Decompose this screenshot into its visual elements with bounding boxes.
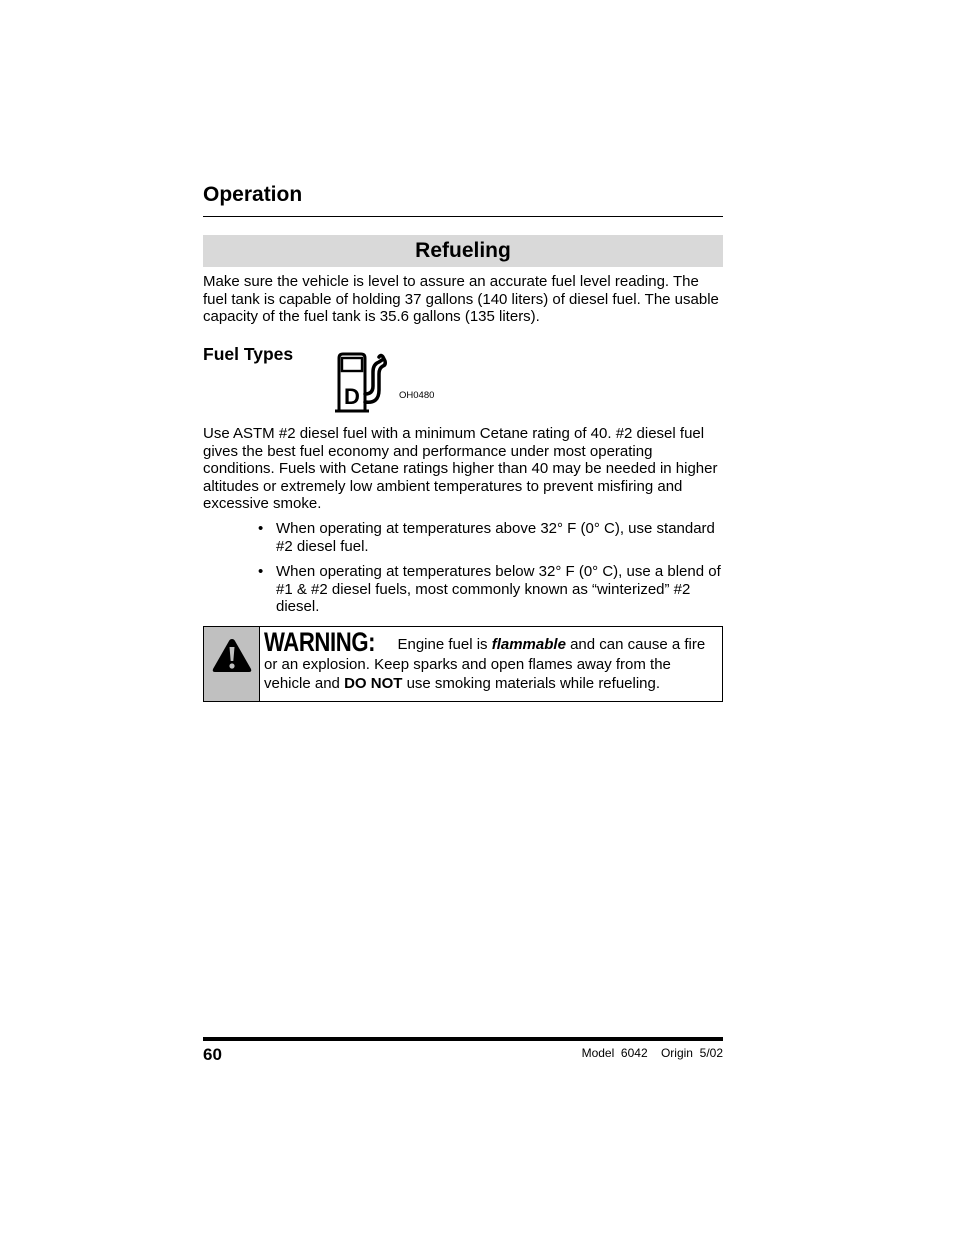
warning-text [264, 629, 718, 693]
page-number: 60 [203, 1045, 222, 1064]
diesel-letter: D [344, 384, 360, 409]
diesel-pump-icon [333, 352, 391, 414]
warning-text-part-3: use smoking materials while refueling. [402, 674, 661, 692]
section-title: Operation [203, 183, 303, 206]
warning-text-part-2: and can cause a fire or an explosion. Keep sparks and open flames away from the vehicle and [264, 636, 706, 692]
warning-emphasis: flammable [491, 636, 566, 653]
warning-label: WARNING: [264, 627, 376, 657]
warning-text-part-1: Engine fuel is [397, 636, 492, 653]
warning-strong: DO NOT [344, 674, 403, 692]
fuel-bullet-list [258, 520, 723, 624]
list-item [258, 563, 723, 616]
list-item [258, 520, 723, 555]
fuel-types-paragraph: Use ASTM #2 diesel fuel with a minimum Cetane rating of 40. #2 diesel fuel gives the best fuel economy and performance under most operating conditions. Fuels with Cetane ratings higher than 40 may be needed in higher altitudes or extremely low ambient temperatures to prevent misfiring and excessive smoke. [203, 425, 718, 512]
fuel-types-title: Fuel Types [203, 344, 294, 364]
model-origin: Model 6042 Origin 5/02 [581, 1046, 723, 1060]
bullet-text: When operating at temperatures above 32° F (0° C), use standard #2 diesel fuel. [276, 520, 715, 555]
warning-icon-panel [204, 627, 260, 701]
bullet-icon: • [258, 563, 264, 580]
footer-divider [203, 1037, 723, 1041]
intro-paragraph: Make sure the vehicle is level to assure an accurate fuel level reading. The fuel tank is capable of holding 37 gallons (140 liters) of diesel fuel. The usable capacity of the fuel tank is 35.6 gallons (135 liters). [203, 273, 719, 325]
bullet-icon: • [258, 520, 264, 537]
section-divider [203, 216, 723, 217]
warning-box [203, 626, 723, 702]
figure-code: OH0480 [399, 390, 435, 401]
refueling-banner: Refueling [203, 235, 723, 267]
warning-triangle-icon [211, 637, 253, 675]
bullet-text: When operating at temperatures below 32° F (0° C), use a blend of #1 & #2 diesel fuels, most commonly known as “winterized” #2 diesel. [276, 563, 721, 615]
